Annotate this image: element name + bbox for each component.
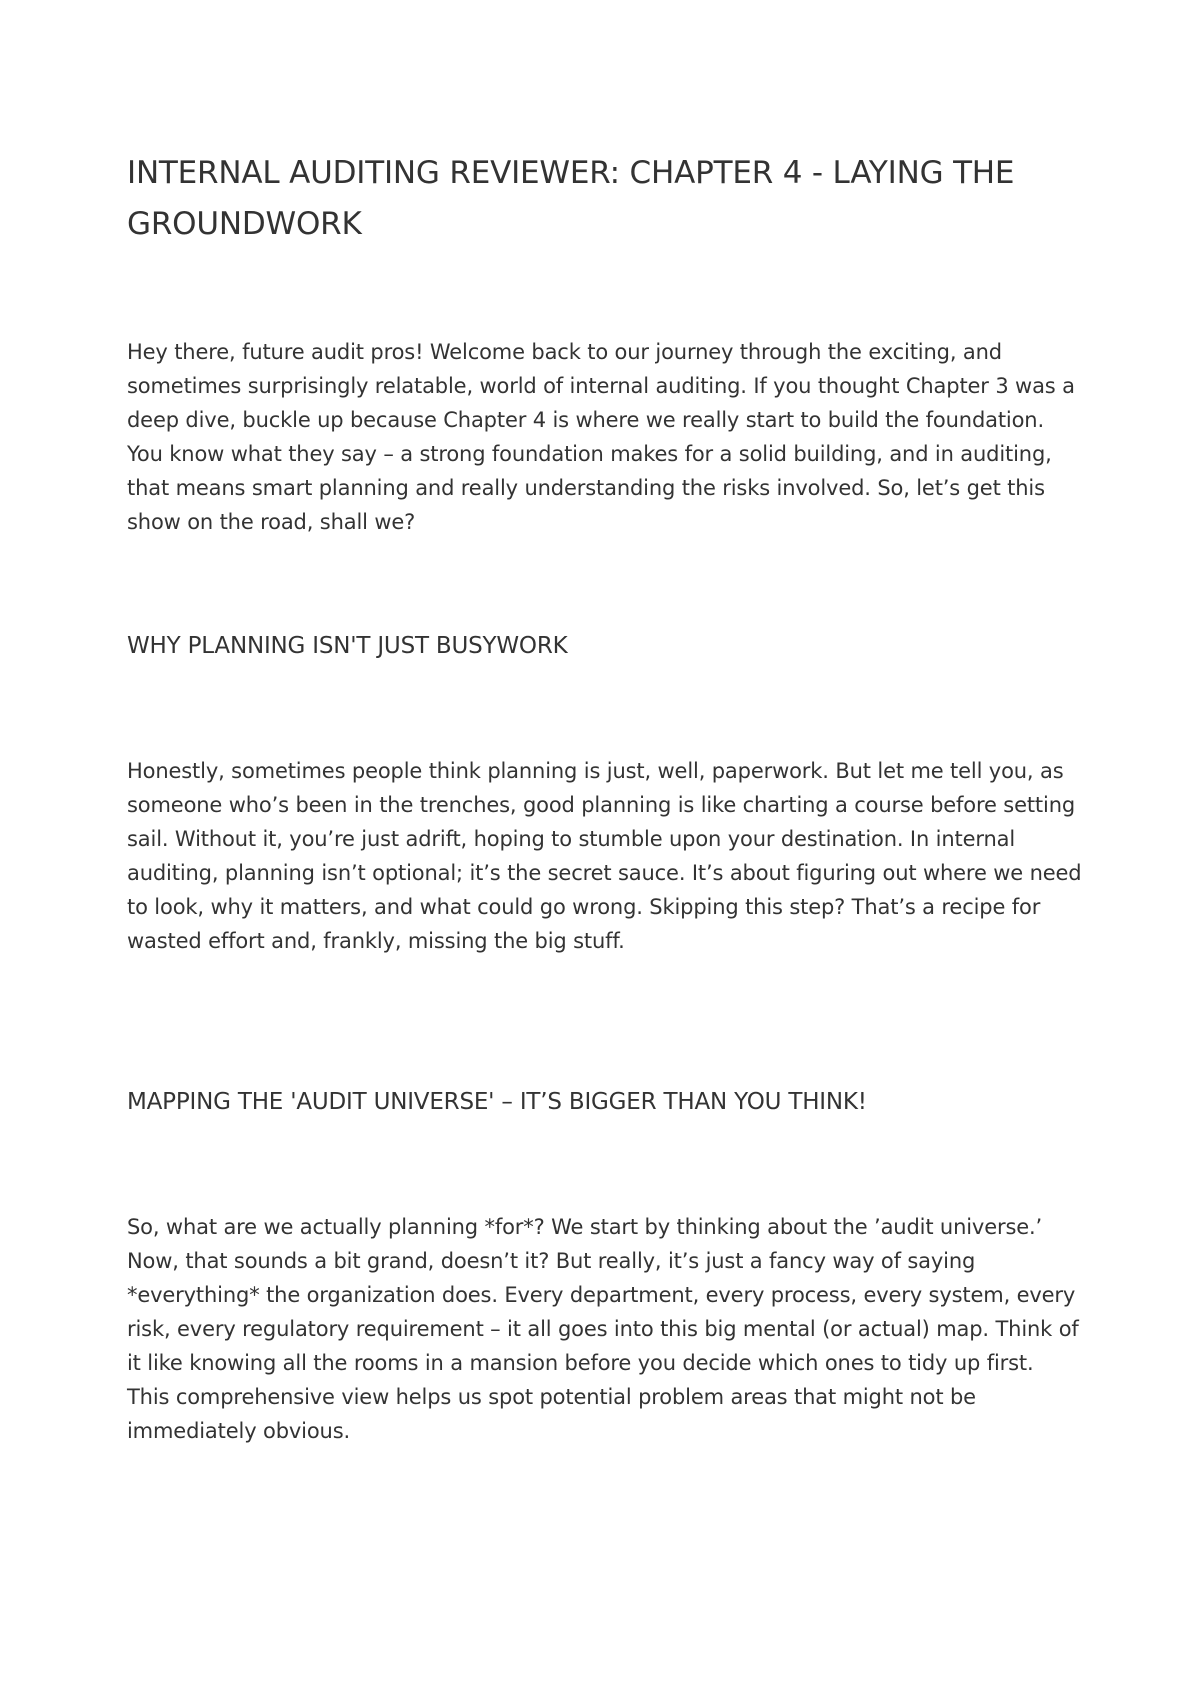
- document-title: INTERNAL AUDITING REVIEWER: CHAPTER 4 - LAYING THE GROUNDWORK: [127, 155, 1015, 242]
- section-body-audit-universe: So, what are we actually planning *for*? We start by thinking about the ’audit universe.’ Now, that sounds a bit grand, doesn’t it? But really, it’s just a fancy way of saying *everything* the organization does. Every department, every process, every system, every risk, every regulatory requirement – it all goes into this big mental (or actual) map. Think of it like knowing all the rooms in a mansion before you decide which ones to tidy up first. This comprehensive view helps us spot potential problem areas that might not be immediately obvious.: [127, 1215, 1079, 1443]
- section-heading-audit-universe: MAPPING THE 'AUDIT UNIVERSE' – IT’S BIGGER THAN YOU THINK!: [127, 1089, 867, 1115]
- section-heading-planning: WHY PLANNING ISN'T JUST BUSYWORK: [127, 633, 568, 659]
- section-body-planning: Honestly, sometimes people think planning is just, well, paperwork. But let me tell you, as someone who’s been in the trenches, good planning is like charting a course before setting sail. Without it, you’re just adrift, hoping to stumble upon your destination. In internal auditing, planning isn’t optional; it’s the secret sauce. It’s about figuring out where we need to look, why it matters, and what could go wrong. Skipping this step? That’s a recipe for wasted effort and, frankly, missing the big stuff.: [127, 759, 1082, 953]
- intro-paragraph: Hey there, future audit pros! Welcome back to our journey through the exciting, and sometimes surprisingly relatable, world of internal auditing. If you thought Chapter 3 was a deep dive, buckle up because Chapter 4 is where we really start to build the foundation. You know what they say – a strong foundation makes for a solid building, and in auditing, that means smart planning and really understanding the risks involved. So, let’s get this show on the road, shall we?: [127, 340, 1075, 534]
